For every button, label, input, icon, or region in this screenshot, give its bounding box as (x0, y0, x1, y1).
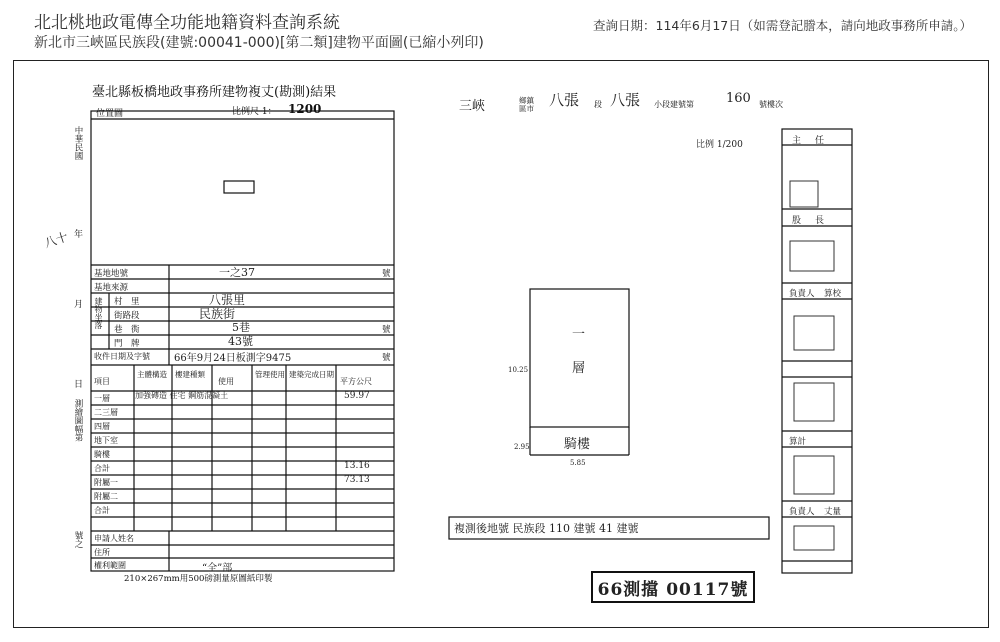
footer-note: 210×267mm用500磅測量原圖紙印製 (124, 574, 273, 584)
table-row-label: 地下室 (94, 436, 118, 445)
location-map-label: 位置圖 (96, 109, 124, 119)
table-row-label: 一層 (94, 394, 110, 403)
row-label-receipt: 收件日期及字號 (94, 352, 150, 361)
seal-computation (794, 456, 834, 494)
building-plan-sheet (13, 60, 989, 628)
seal-calculator (794, 383, 834, 421)
arcade-label: 騎樓 (564, 437, 591, 452)
table-row-label: 住所 (94, 548, 110, 557)
year-handwritten: 八十 (42, 229, 70, 251)
header-title: 北北桃地政電傳全功能地籍資料查詢系統 (34, 13, 340, 33)
area-total: 73.13 (344, 475, 370, 485)
plan-section-label: 段 (594, 100, 602, 109)
side-label-map-sheet: 測繪圖幅第 (73, 399, 83, 442)
table-row-label: 附屬二 (94, 492, 118, 501)
seal-section-head (790, 241, 834, 271)
table-row-label: 權利範圍 (94, 561, 126, 570)
plan-section-hw: 八張 (549, 91, 580, 109)
query-date: 查詢日期：114年6月17日（如需登記謄本，請向地政事務所申請。） (593, 18, 972, 33)
table-header-structure: 主體構造 (137, 370, 167, 379)
dim-left2: 2.95 (514, 443, 530, 451)
table-header-mgmt: 管理使用 (255, 370, 285, 379)
archive-stamp: 66測擋 00117號 (591, 571, 755, 603)
row-suffix-lot: 號 (382, 269, 391, 279)
form-title: 臺北縣板橋地政事務所建物複丈(勘測)結果 (92, 85, 337, 100)
structure-hw: 加強磚造 住宅 鋼筋混凝土 (135, 391, 229, 400)
dim-bottom: 5.85 (570, 459, 586, 467)
row-suffix-receipt: 號 (382, 353, 391, 363)
area-arcade: 13.16 (344, 461, 370, 471)
plan-scale-hw: 比例 1/200 (696, 140, 743, 150)
row-label-doorplate: 門 牌 (114, 339, 140, 349)
location-map-box (224, 181, 254, 193)
table-row-label: 騎樓 (94, 450, 110, 459)
table-header-completion: 建築完成日期 (289, 370, 334, 379)
sig-label-chief: 主任 (792, 136, 839, 146)
table-row-label: 四層 (94, 422, 110, 431)
floor-label: 一 (572, 327, 586, 342)
village-hw: 八張里 (209, 293, 246, 307)
row-label-lot: 基地地號 (94, 269, 129, 279)
row-suffix-lane: 號 (382, 325, 391, 335)
seal-chief (790, 181, 818, 207)
plan-subsection-label: 小段建號第 (654, 100, 694, 109)
plan-building-no-hw: 160 (726, 91, 751, 106)
table-header-area: 平方公尺 (340, 377, 372, 386)
table-header-use: 使用 (218, 377, 234, 386)
row-label-lane: 巷 衖 (114, 325, 140, 335)
table-header-type: 樓建種類 (175, 370, 205, 379)
floor-label2: 層 (572, 361, 586, 376)
scale-label: 比例尺 1： (232, 107, 277, 117)
sig-label-check: 算校 (824, 289, 842, 299)
side-label-no: 號之 (73, 531, 83, 548)
sig-label-section-head: 股長 (792, 216, 839, 226)
table-row-label: 申請人姓名 (94, 534, 134, 543)
lane-hw: 5巷 (232, 321, 250, 334)
plan-district-label: 鄉鎮區市 (519, 96, 534, 114)
sig-label-survey: 丈量 (824, 507, 842, 517)
dim-left: 10.25 (508, 366, 529, 374)
side-label-day: 日 (74, 380, 84, 390)
group-label-location: 建物坐落 (94, 297, 103, 329)
row-label-village: 村 里 (114, 297, 140, 307)
row-label-source: 基地來源 (94, 283, 129, 293)
table-row-label: 二三層 (94, 408, 118, 417)
area-first-floor: 59.97 (344, 391, 370, 401)
sig-label-computation: 算計 (789, 437, 807, 447)
side-label-era: 中華民國 (73, 126, 83, 160)
row-label-street: 街路段 (114, 311, 140, 321)
table-row-label: 合計 (94, 506, 110, 515)
receipt-hw: 66年9月24日板測字9475 (174, 353, 292, 364)
remeasure-note: 複測後地號 民族段 110 建號 41 建號 (454, 522, 639, 535)
applicant-hw: “全”部 (202, 563, 233, 574)
doorplate-hw: 43號 (228, 335, 253, 348)
side-label-month: 月 (74, 300, 84, 310)
table-header-item: 項目 (94, 377, 110, 386)
scale-value: 1200 (288, 102, 322, 116)
seal-checker (794, 316, 834, 350)
side-label-year: 年 (74, 230, 84, 240)
sig-label-officer2: 負責人 (789, 507, 815, 517)
sig-label-officer: 負責人 (789, 289, 815, 299)
plan-subsection-hw: 八張 (610, 91, 641, 109)
plan-building-suffix: 號樓次 (759, 100, 783, 109)
lot-number-hw: 一之37 (219, 266, 255, 279)
plan-location-hw: 三峽 (459, 99, 486, 114)
scanned-form-lines (14, 61, 988, 627)
header-subtitle: 新北市三峽區民族段(建號:00041-000)[第二類]建物平面圖(已縮小列印) (34, 35, 484, 51)
street-hw: 民族街 (199, 307, 236, 321)
seal-surveyor (794, 526, 834, 550)
table-row-label: 合計 (94, 464, 110, 473)
table-row-label: 附屬一 (94, 478, 118, 487)
